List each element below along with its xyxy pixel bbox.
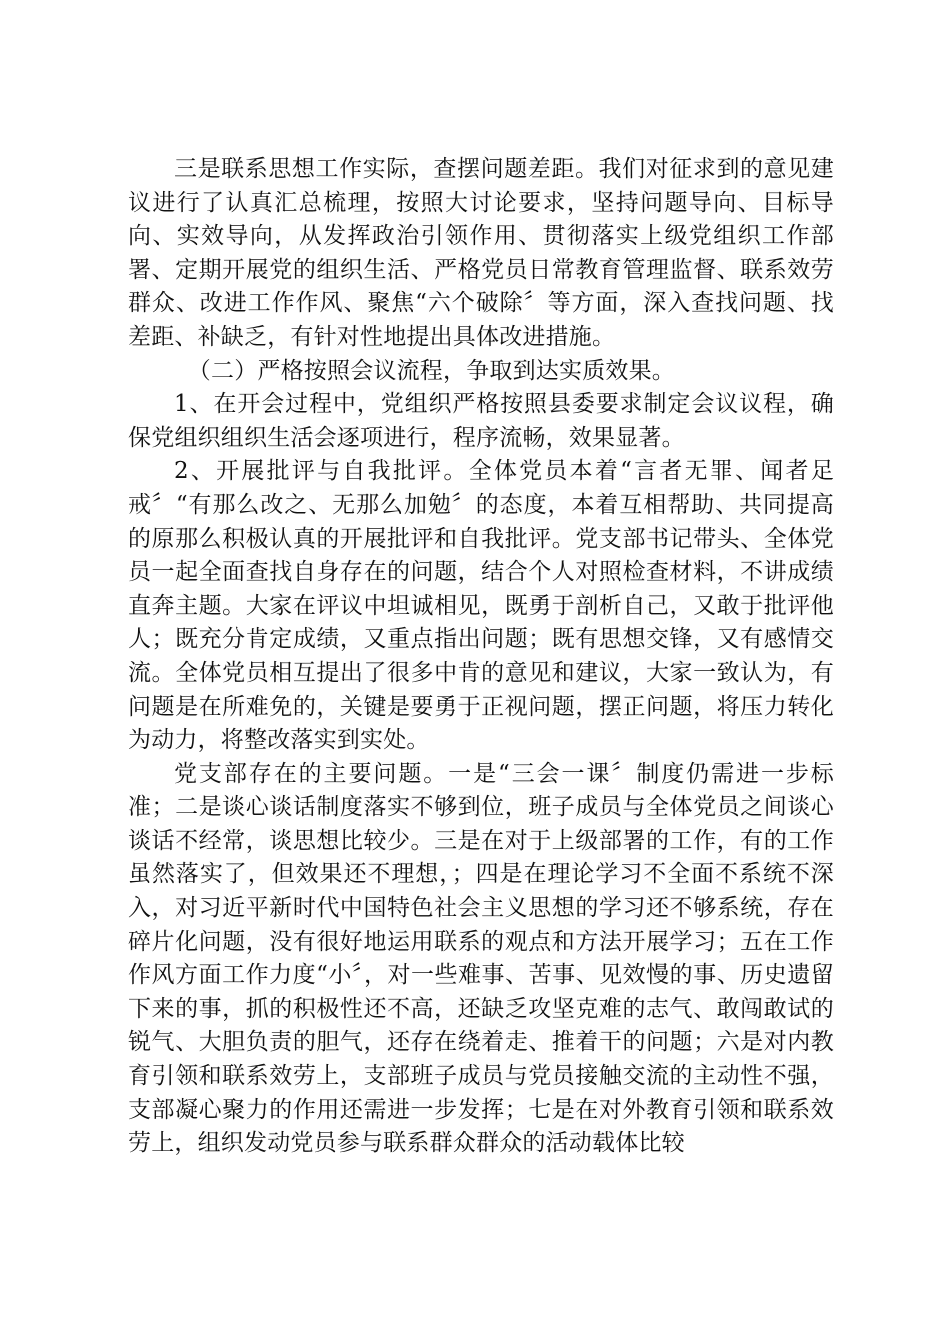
section-heading-meeting-process: （二）严格按照会议流程，争取到达实质效果。 <box>187 357 675 384</box>
paragraph-main-problems: 党支部存在的主要问题。一是“三会一课〞制度仍需进一步标准；二是谈心谈话制度落实不够到位，班子成员与全体党员之间谈心谈话不经常，谈思想比较少。三是在对于上级部署的工作，有的工作虽然落实了，但效果还不理想，；四是在理论学习不全面不系统不深入，对习近平新时代中国特色社会主义思想的学习还不够系统，存在碎片化问题，没有很好地运用联系的观点和方法开展学习；五在工作作风方面工作力度“小〞，对一些难事、苦事、见效慢的事、历史遗留下来的事，抓的积极性还不高，还缺乏攻坚克难的志气、敢闯敢试的锐气、大胆负责的胆气，还存在绕着走、推着干的问题；六是对内教育引领和联系效劳上，支部班子成员与党员接触交流的主动性不强，支部凝心聚力的作用还需进一步发挥；七是在对外教育引领和联系效劳上，组织发动党员参与联系群众群众的活动载体比较 <box>128 760 834 1157</box>
paragraph-criticism-self-criticism: 2、开展批评与自我批评。全体党员本着“言者无罪、闻者足戒〞“有那么改之、无那么加勉〞的态度，本着互相帮助、共同提高的原那么积极认真的开展批评和自我批评。党支部书记带头、全体党员一起全面查找自身存在的问题，结合个人对照检查材料，不讲成绩直奔主题。大家在评议中坦诚相见，既勇于剖析自己，又敢于批评他人；既充分肯定成绩，又重点指出问题；既有思想交锋，又有感情交流。全体党员相互提出了很多中肯的意见和建议，大家一致认为，有问题是在所难免的，关键是要勇于正视问题，摆正问题，将压力转化为动力，将整改落实到实处。 <box>128 458 834 754</box>
paragraph-problem-finding: 三是联系思想工作实际，查摆问题差距。我们对征求到的意见建议进行了认真汇总梳理，按照大讨论要求，坚持问题导向、目标导向、实效导向，从发挥政治引领作用、贯彻落实上级党组织工作部署、定期开展党的组织生活、严格党员日常教育管理监督、联系效劳群众、改进工作作风、聚焦“六个破除〞等方面，深入查找问题、找差距、补缺乏，有针对性地提出具体改进措施。 <box>128 156 834 350</box>
paragraph-meeting-agenda: 1、在开会过程中，党组织严格按照县委要求制定会议议程，确保党组织组织生活会逐项进行，程序流畅，效果显著。 <box>128 391 834 451</box>
document-page <box>128 153 834 1161</box>
